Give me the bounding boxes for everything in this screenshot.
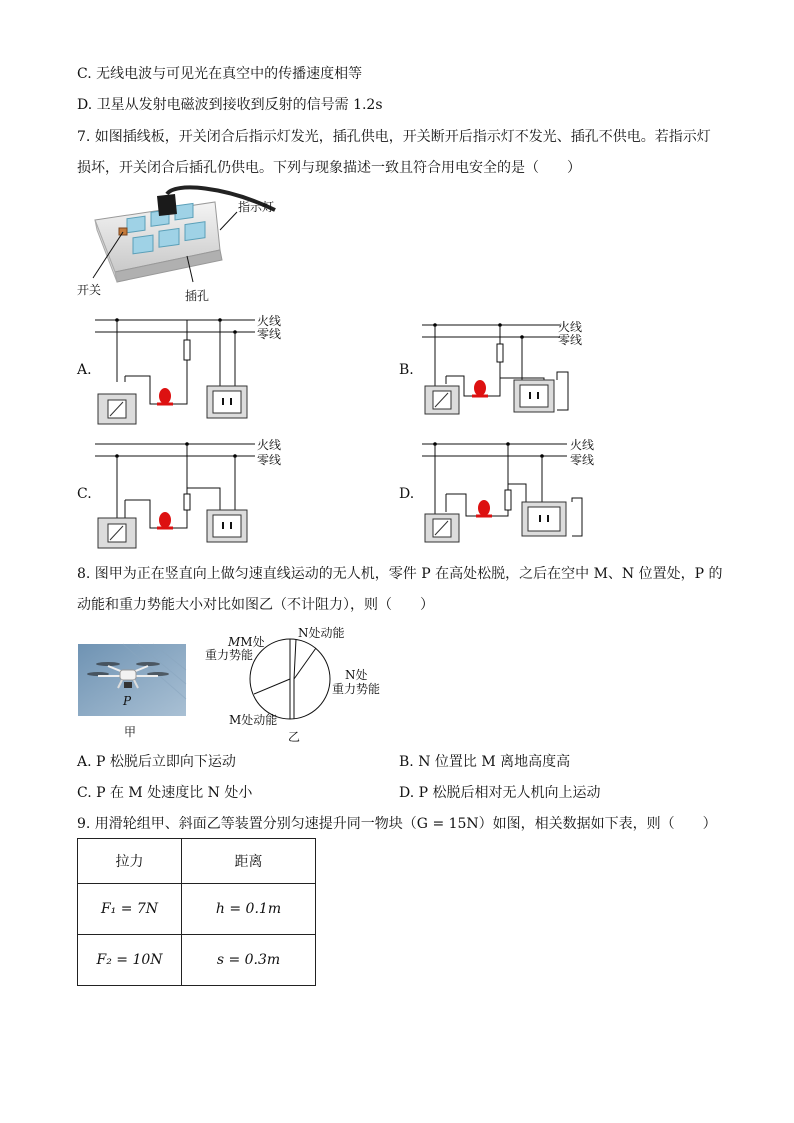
table-cell-f2: F₂ = 10N bbox=[78, 935, 182, 986]
table-row bbox=[78, 935, 316, 986]
label-indicator-light: 指示灯 bbox=[238, 200, 275, 214]
q8-option-c: C. P 在 M 处速度比 N 处小 bbox=[77, 785, 253, 801]
pie-label-n-ke: N处动能 bbox=[298, 626, 345, 640]
circuit-a-neutral-label: 零线 bbox=[257, 327, 282, 341]
q7-option-c-label: C. bbox=[77, 486, 92, 502]
figure-jia-label: 甲 bbox=[124, 725, 137, 739]
q8-option-d: D. P 松脱后相对无人机向上运动 bbox=[399, 785, 601, 801]
pie-label-n-pe-line1: N处 bbox=[345, 668, 368, 682]
circuit-b-live-label: 火线 bbox=[558, 320, 583, 334]
pie-label-m-pe-line2: 重力势能 bbox=[205, 648, 254, 662]
drone-photo bbox=[78, 644, 186, 716]
circuit-c-neutral-label: 零线 bbox=[257, 453, 282, 467]
circuit-c-live-label: 火线 bbox=[257, 438, 282, 452]
label-switch: 开关 bbox=[77, 283, 102, 297]
q7-stem-line1: 7. 如图插线板，开关闭合后指示灯发光，插孔供电，开关断开后指示灯不发光、插孔不供电。若指示灯 bbox=[77, 129, 711, 145]
q8-stem-line1: 8. 图甲为正在竖直向上做匀速直线运动的无人机，零件 P 在高处松脱，之后在空中 M、N 位置处，P 的 bbox=[77, 566, 723, 582]
pie-label-m-pe-line1: MM处 bbox=[228, 635, 265, 649]
pie-label-m-ke: M处动能 bbox=[229, 713, 278, 727]
q6-option-c: C. 无线电波与可见光在真空中的传播速度相等 bbox=[77, 66, 363, 82]
pie-label-n-pe-line2: 重力势能 bbox=[332, 682, 381, 696]
label-socket: 插孔 bbox=[185, 289, 210, 303]
q9-data-table bbox=[77, 838, 316, 986]
q6-option-d: D. 卫星从发射电磁波到接收到反射的信号需 1.2s bbox=[77, 97, 383, 113]
circuit-d-live-label: 火线 bbox=[570, 438, 595, 452]
circuit-b-neutral-label: 零线 bbox=[558, 333, 583, 347]
q8-stem-line2: 动能和重力势能大小对比如图乙（不计阻力），则（ ） bbox=[77, 597, 434, 613]
circuit-d-neutral-label: 零线 bbox=[570, 453, 595, 467]
q7-option-a-label: A. bbox=[77, 362, 92, 378]
table-row bbox=[78, 884, 316, 935]
table-header-row bbox=[78, 839, 316, 884]
circuit-a-live-label: 火线 bbox=[257, 314, 282, 328]
table-cell-h: h = 0.1m bbox=[182, 884, 316, 935]
table-cell-s: s = 0.3m bbox=[182, 935, 316, 986]
q8-option-b: B. N 位置比 M 离地高度高 bbox=[399, 754, 571, 770]
q7-option-d-label: D. bbox=[399, 486, 415, 502]
figure-yi-label: 乙 bbox=[288, 730, 301, 744]
q8-option-a: A. P 松脱后立即向下运动 bbox=[77, 754, 236, 770]
circuit-b bbox=[422, 318, 612, 423]
table-header-force: 拉力 bbox=[78, 839, 182, 884]
table-header-distance: 距离 bbox=[182, 839, 316, 884]
q7-stem-line2: 损坏，开关闭合后插孔仍供电。下列与现象描述一致且符合用电安全的是（ ） bbox=[77, 160, 581, 176]
table-cell-f1: F₁ = 7N bbox=[78, 884, 182, 935]
drone-part-label: P bbox=[123, 694, 132, 708]
q7-option-b-label: B. bbox=[399, 362, 414, 378]
q9-stem: 9. 用滑轮组甲、斜面乙等装置分别匀速提升同一物块（G = 15N）如图，相关数据如下表，则（ ） bbox=[77, 816, 717, 832]
